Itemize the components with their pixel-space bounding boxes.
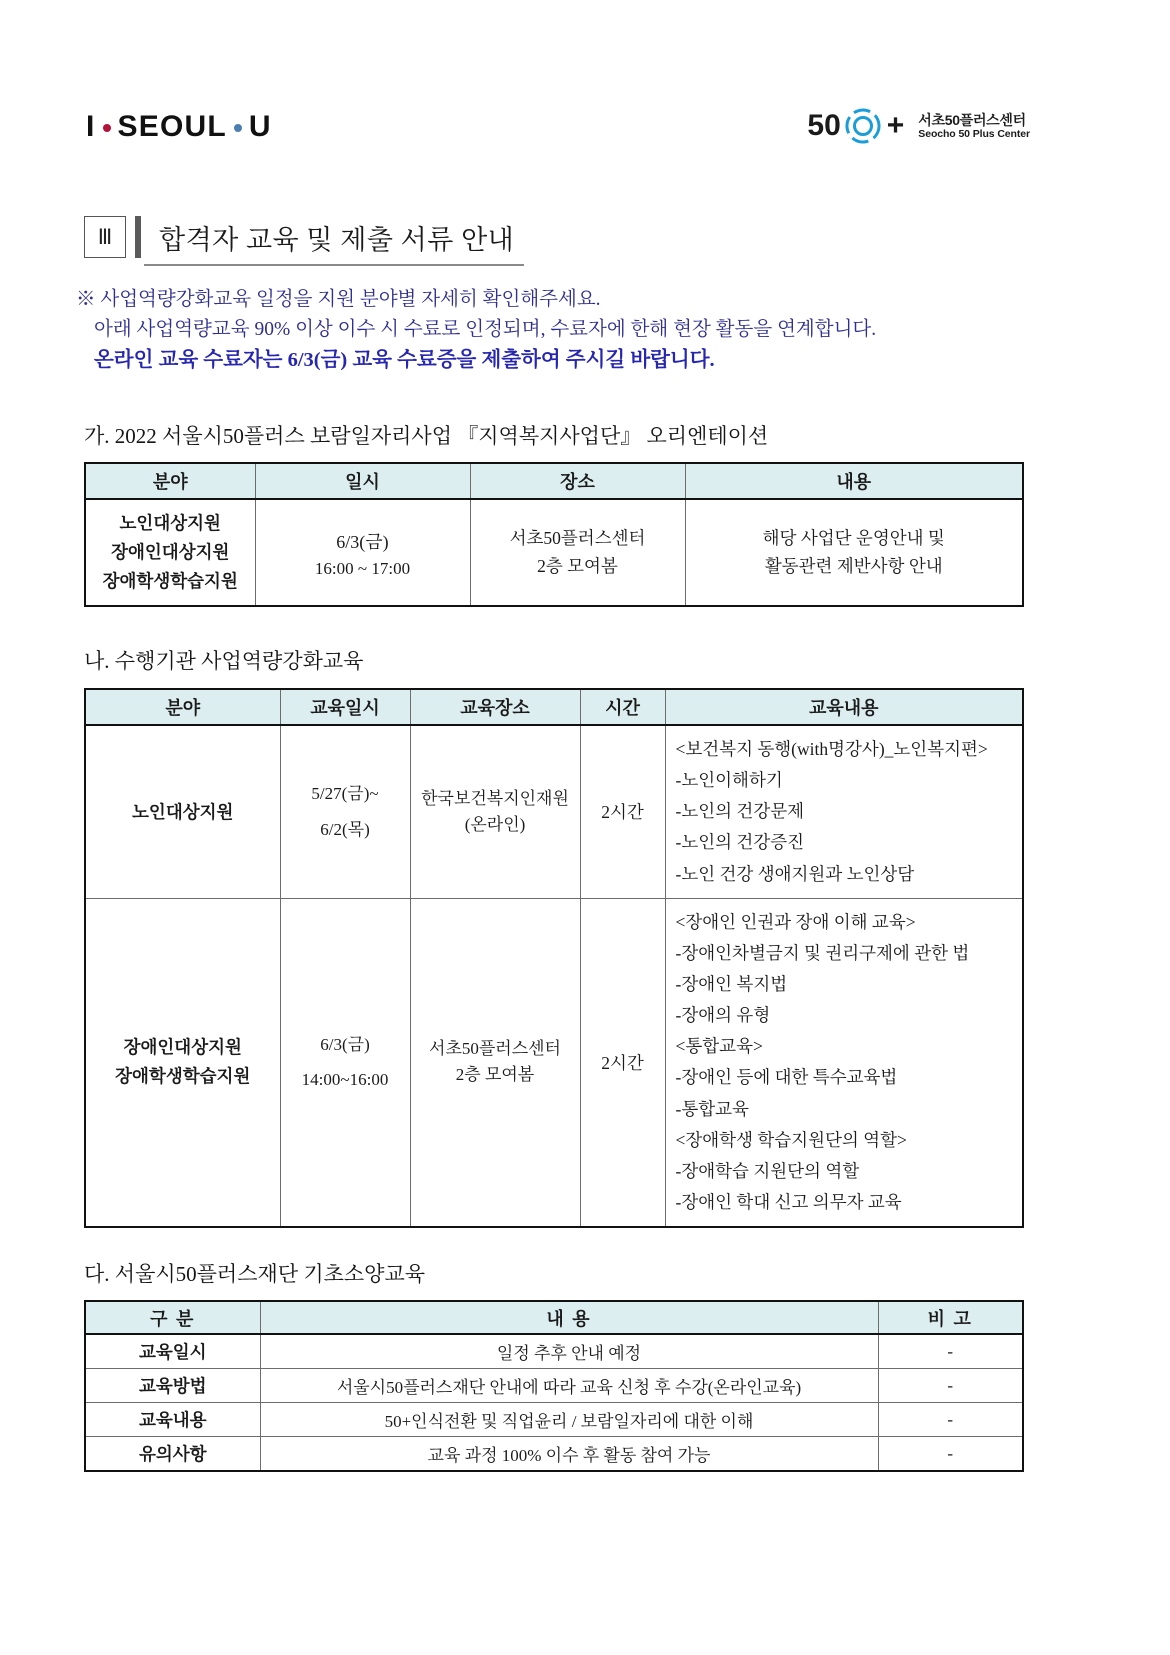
table-header-row: [85, 1301, 1023, 1334]
table-header-row: [85, 463, 1023, 499]
column-header-field: 분야: [85, 463, 255, 499]
column-header-training-date: 교육일시: [280, 689, 410, 725]
field-line-1: 장애인대상지원: [123, 1036, 242, 1057]
column-header-training-content: 교육내용: [665, 689, 1023, 725]
logo-letter-u: U: [248, 110, 272, 143]
where-line-1: 한국보건복지인재원: [421, 788, 569, 808]
content-line-1: <장애인 인권과 장애 이해 교육>: [675, 911, 916, 932]
document-header: [0, 100, 1170, 170]
content-line-7: -통합교육: [675, 1098, 749, 1119]
content-line-6: -장애인 등에 대한 특수교육법: [675, 1067, 898, 1088]
table-row: [85, 499, 1023, 606]
cell-training-content: [665, 898, 1023, 1227]
table-row: [85, 1334, 1023, 1369]
content-line-3: -장애인 복지법: [675, 973, 788, 994]
column-header-remark: 비 고: [878, 1301, 1023, 1334]
field-line-2: 장애학생학습지원: [115, 1066, 251, 1087]
cell-content: 일정 추후 안내 예정: [260, 1334, 878, 1369]
logo-red-dot-icon: [103, 124, 111, 132]
cell-category: 교육방법: [85, 1369, 260, 1403]
cell-training-place: [410, 898, 580, 1227]
notice-block: [76, 285, 1076, 377]
column-header-content: 내용: [685, 463, 1023, 499]
subheading-part-a: 가. 2022 서울시50플러스 보람일자리사업 『지역복지사업단』 오리엔테이션: [84, 424, 769, 448]
when-line-2: 6/2(목): [320, 819, 370, 839]
orientation-date: 6/3(금): [336, 532, 389, 553]
content-line-2: -장애인차별금지 및 권리구제에 관한 법: [675, 942, 970, 963]
where-line-1: 서초50플러스센터: [429, 1039, 561, 1059]
column-header-training-place: 교육장소: [410, 689, 580, 725]
logo-number-50: 50: [807, 109, 841, 142]
cell-content: 서울시50플러스재단 안내에 따라 교육 신청 후 수강(온라인교육): [260, 1369, 878, 1403]
logo-wordmark: [912, 112, 1030, 140]
logo-mark: [807, 106, 904, 146]
column-header-place: 장소: [470, 463, 685, 499]
content-line-4: -장애의 유형: [675, 1005, 771, 1026]
table-row: [85, 725, 1023, 898]
field-line-1: 노인대상지원: [132, 802, 234, 823]
place-line-1: 서초50플러스센터: [509, 528, 646, 549]
cell-training-date: [280, 725, 410, 898]
section-title-row: [84, 216, 514, 258]
cell-remark: -: [878, 1403, 1023, 1437]
content-line-1: <보건복지 동행(with명강사)_노인복지편>: [675, 739, 988, 759]
when-line-1: 5/27(금)~: [311, 784, 379, 804]
where-line-2: 2층 모여봄: [455, 1065, 535, 1085]
column-header-datetime: 일시: [255, 463, 470, 499]
subheading-part-b: 나. 수행기관 사업역량강화교육: [84, 649, 364, 673]
logo-plus-sign: +: [886, 109, 905, 142]
dashed-ring-icon: [843, 106, 883, 146]
where-line-2: (온라인): [464, 814, 526, 834]
cell-category: 유의사항: [85, 1437, 260, 1472]
page-title: 합격자 교육 및 제출 서류 안내: [159, 224, 515, 255]
section-number-box: Ⅲ: [84, 216, 126, 258]
table-row: [85, 1369, 1023, 1403]
notice-line-1: ※ 사업역량강화교육 일정을 지원 분야별 자세히 확인해주세요.: [76, 289, 601, 310]
section-title-underline: [144, 264, 524, 266]
cell-field: [85, 499, 255, 606]
content-line-3: -노인의 건강문제: [675, 801, 805, 822]
cell-training-place: [410, 725, 580, 898]
seocho-50plus-center-logo: [807, 106, 1030, 146]
cell-category: 교육일시: [85, 1334, 260, 1369]
when-line-2: 14:00~16:00: [301, 1070, 389, 1090]
cell-content: [685, 499, 1023, 606]
content-line-8: <장애학생 학습지원단의 역할>: [675, 1129, 907, 1150]
column-header-content: 내 용: [260, 1301, 878, 1334]
content-line-2: 활동관련 제반사항 안내: [764, 556, 943, 577]
content-line-5: <통합교육>: [675, 1036, 763, 1057]
logo-word-seoul: SEOUL: [117, 110, 227, 143]
content-line-1: 해당 사업단 운영안내 및: [762, 528, 945, 549]
capacity-training-table: [84, 688, 1024, 1228]
logo-letter-i: I: [86, 110, 96, 143]
table-header-row: [85, 689, 1023, 725]
cell-remark: -: [878, 1334, 1023, 1369]
table-row: [85, 1437, 1023, 1472]
cell-remark: -: [878, 1369, 1023, 1403]
section-title-divider: [135, 216, 141, 258]
subheading-part-c: 다. 서울시50플러스재단 기초소양교육: [84, 1262, 426, 1286]
basic-literacy-training-table: [84, 1300, 1024, 1472]
content-line-9: -장애학습 지원단의 역할: [675, 1160, 860, 1181]
content-line-4: -노인의 건강증진: [675, 832, 805, 853]
when-line-1: 6/3(금): [320, 1034, 370, 1054]
cell-content: 교육 과정 100% 이수 후 활동 참여 가능: [260, 1437, 878, 1472]
notice-line-3: 온라인 교육 수료자는 6/3(금) 교육 수료증을 제출하여 주시길 바랍니다.: [94, 349, 715, 372]
content-line-2: -노인이해하기: [675, 770, 783, 791]
logo-name-korean: 서초50플러스센터: [918, 111, 1026, 128]
cell-remark: -: [878, 1437, 1023, 1472]
cell-content: 50+인식전환 및 직업윤리 / 보람일자리에 대한 이해: [260, 1403, 878, 1437]
field-line-2: 장애인대상지원: [111, 541, 230, 562]
orientation-time: 16:00 ~ 17:00: [314, 559, 411, 579]
logo-blue-dot-icon: [234, 124, 242, 132]
cell-training-content: [665, 725, 1023, 898]
cell-training-date: [280, 898, 410, 1227]
place-line-2: 2층 모여봄: [537, 556, 618, 577]
cell-field: [85, 725, 280, 898]
field-line-1: 노인대상지원: [119, 513, 221, 533]
column-header-category: 구 분: [85, 1301, 260, 1334]
orientation-table: [84, 462, 1024, 607]
content-line-10: -장애인 학대 신고 의무자 교육: [675, 1191, 902, 1212]
column-header-duration: 시간: [580, 689, 665, 725]
table-row: [85, 898, 1023, 1227]
cell-category: 교육내용: [85, 1403, 260, 1437]
cell-duration: 2시간: [580, 898, 665, 1227]
column-header-field: 분야: [85, 689, 280, 725]
table-row: [85, 1403, 1023, 1437]
cell-field: [85, 898, 280, 1227]
logo-name-english: Seocho 50 Plus Center: [918, 128, 1030, 141]
field-line-3: 장애학생학습지원: [102, 570, 238, 591]
cell-duration: 2시간: [580, 725, 665, 898]
content-line-5: -노인 건강 생애지원과 노인상담: [675, 863, 915, 884]
cell-place: [470, 499, 685, 606]
notice-line-2: 아래 사업역량교육 90% 이상 이수 시 수료로 인정되며, 수료자에 한해 현장 활동을 연계합니다.: [94, 319, 877, 341]
cell-datetime: [255, 499, 470, 606]
i-seoul-u-logo: [86, 110, 272, 144]
